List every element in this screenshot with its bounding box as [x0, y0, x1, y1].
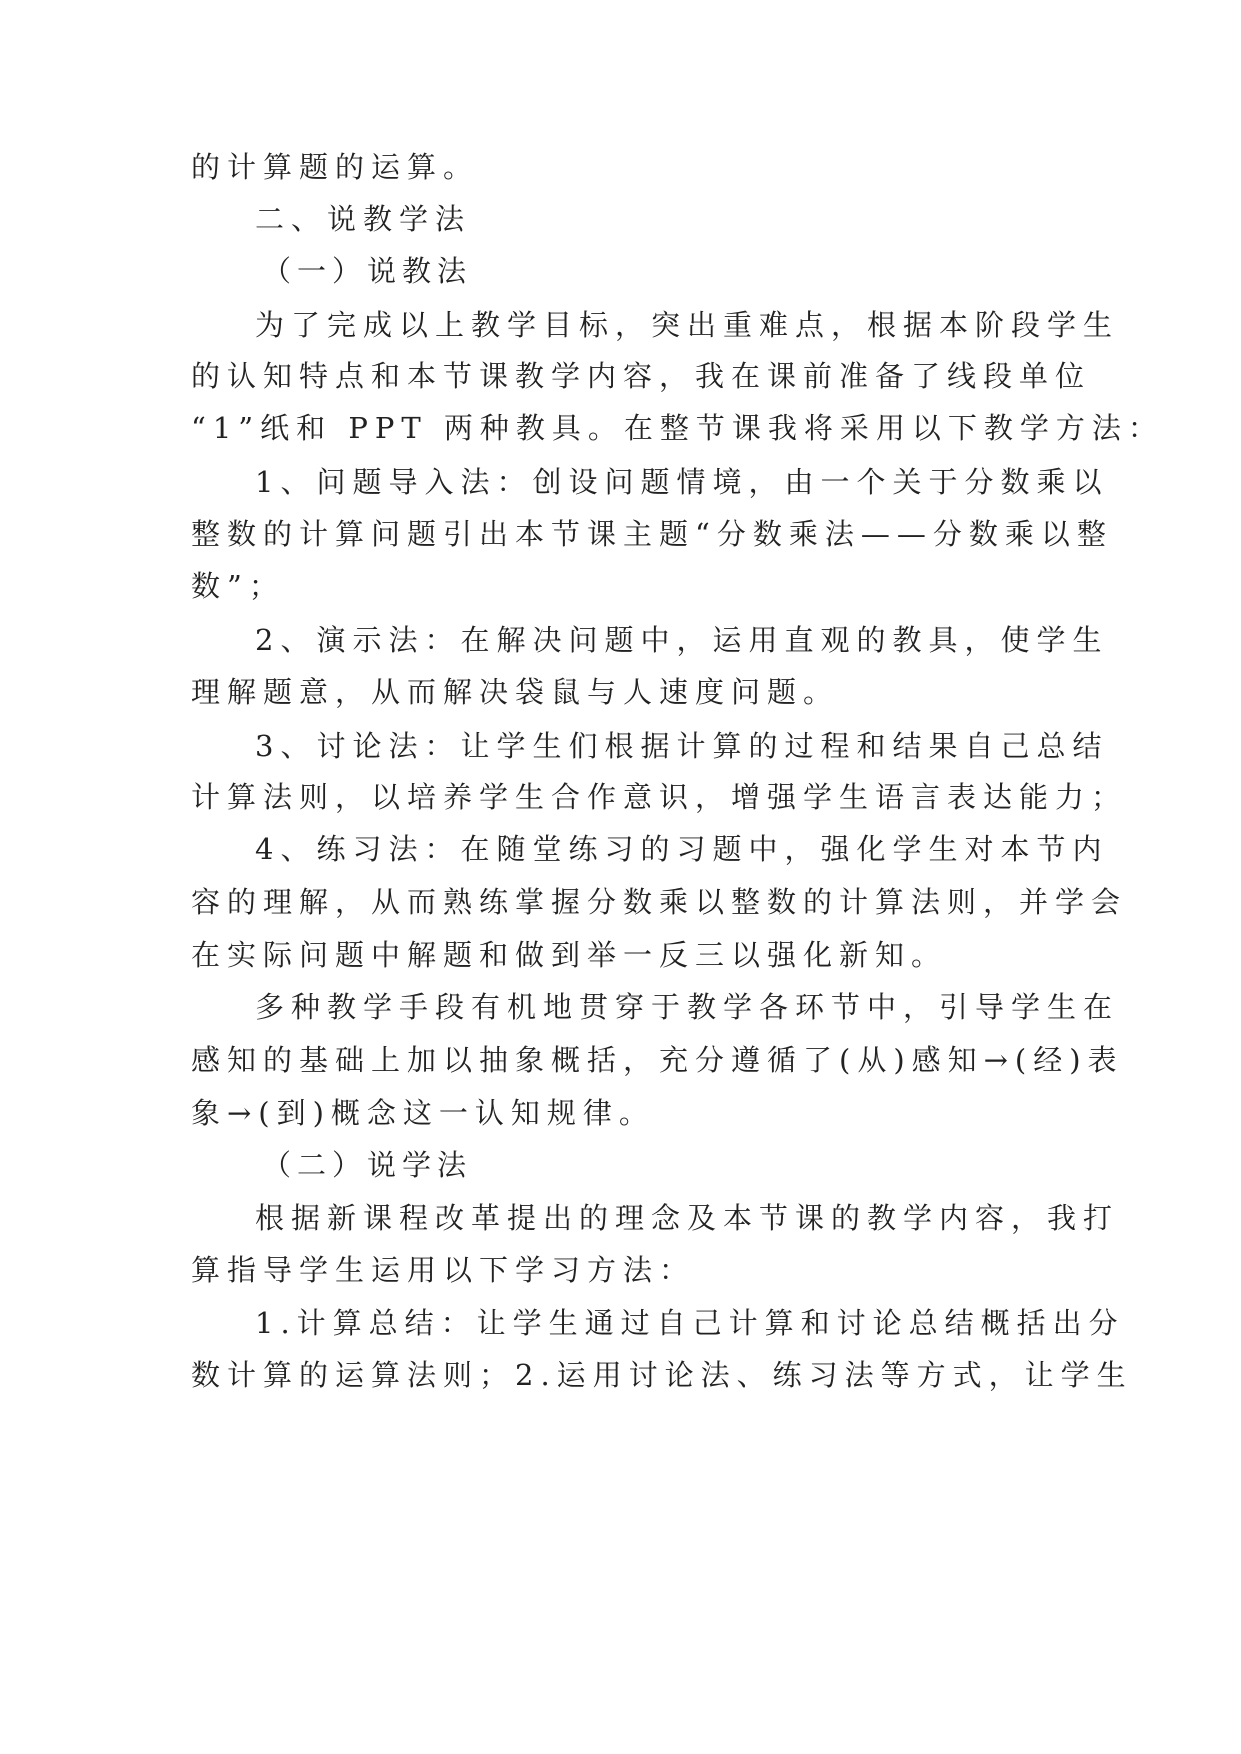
text-line: 算指导学生运用以下学习方法：: [191, 1253, 696, 1287]
text-line: 理解题意，从而解决袋鼠与人速度问题。: [191, 675, 840, 709]
text-line: 4、练习法：在随堂练习的习题中，强化学生对本节内: [255, 832, 1109, 866]
text-line: 根据新课程改革提出的理念及本节课的教学内容，我打: [255, 1201, 1120, 1235]
subsection-heading: （二）说学法: [262, 1148, 473, 1182]
text-line: 感知的基础上加以抽象概括，充分遵循了(从)感知→(经)表: [191, 1043, 1124, 1077]
text-line: 多种教学手段有机地贯穿于教学各环节中，引导学生在: [255, 990, 1120, 1024]
text-line: 容的理解，从而熟练掌握分数乘以整数的计算法则，并学会: [191, 885, 1128, 919]
subsection-heading: （一）说教法: [262, 254, 473, 288]
text-line: 在实际问题中解题和做到举一反三以强化新知。: [191, 938, 948, 972]
text-line: 象→(到)概念这一认知规律。: [191, 1096, 655, 1130]
text-line: 2、演示法：在解决问题中，运用直观的教具，使学生: [255, 623, 1109, 657]
text-line: 整数的计算问题引出本节课主题“分数乘法——分数乘以整: [191, 517, 1113, 551]
text-line: 为了完成以上教学目标，突出重难点，根据本阶段学生: [255, 308, 1120, 342]
text-line: 的认知特点和本节课教学内容，我在课前准备了线段单位: [191, 359, 1092, 393]
text-line: 1.计算总结：让学生通过自己计算和讨论总结概括出分: [255, 1306, 1125, 1340]
text-line: 3、讨论法：让学生们根据计算的过程和结果自己总结: [255, 729, 1109, 763]
text-line: “1”纸和 PPT 两种教具。在整节课我将采用以下教学方法：: [191, 411, 1164, 445]
text-line: 计算法则，以培养学生合作意识，增强学生语言表达能力；: [191, 780, 1128, 814]
text-line: 数”；: [191, 569, 285, 603]
section-heading: 二、说教学法: [255, 202, 472, 236]
text-line: 1、问题导入法：创设问题情境，由一个关于分数乘以: [255, 465, 1109, 499]
text-line: 的计算题的运算。: [191, 150, 480, 184]
text-line: 数计算的运算法则；2.运用讨论法、练习法等方式，让学生: [191, 1358, 1133, 1392]
